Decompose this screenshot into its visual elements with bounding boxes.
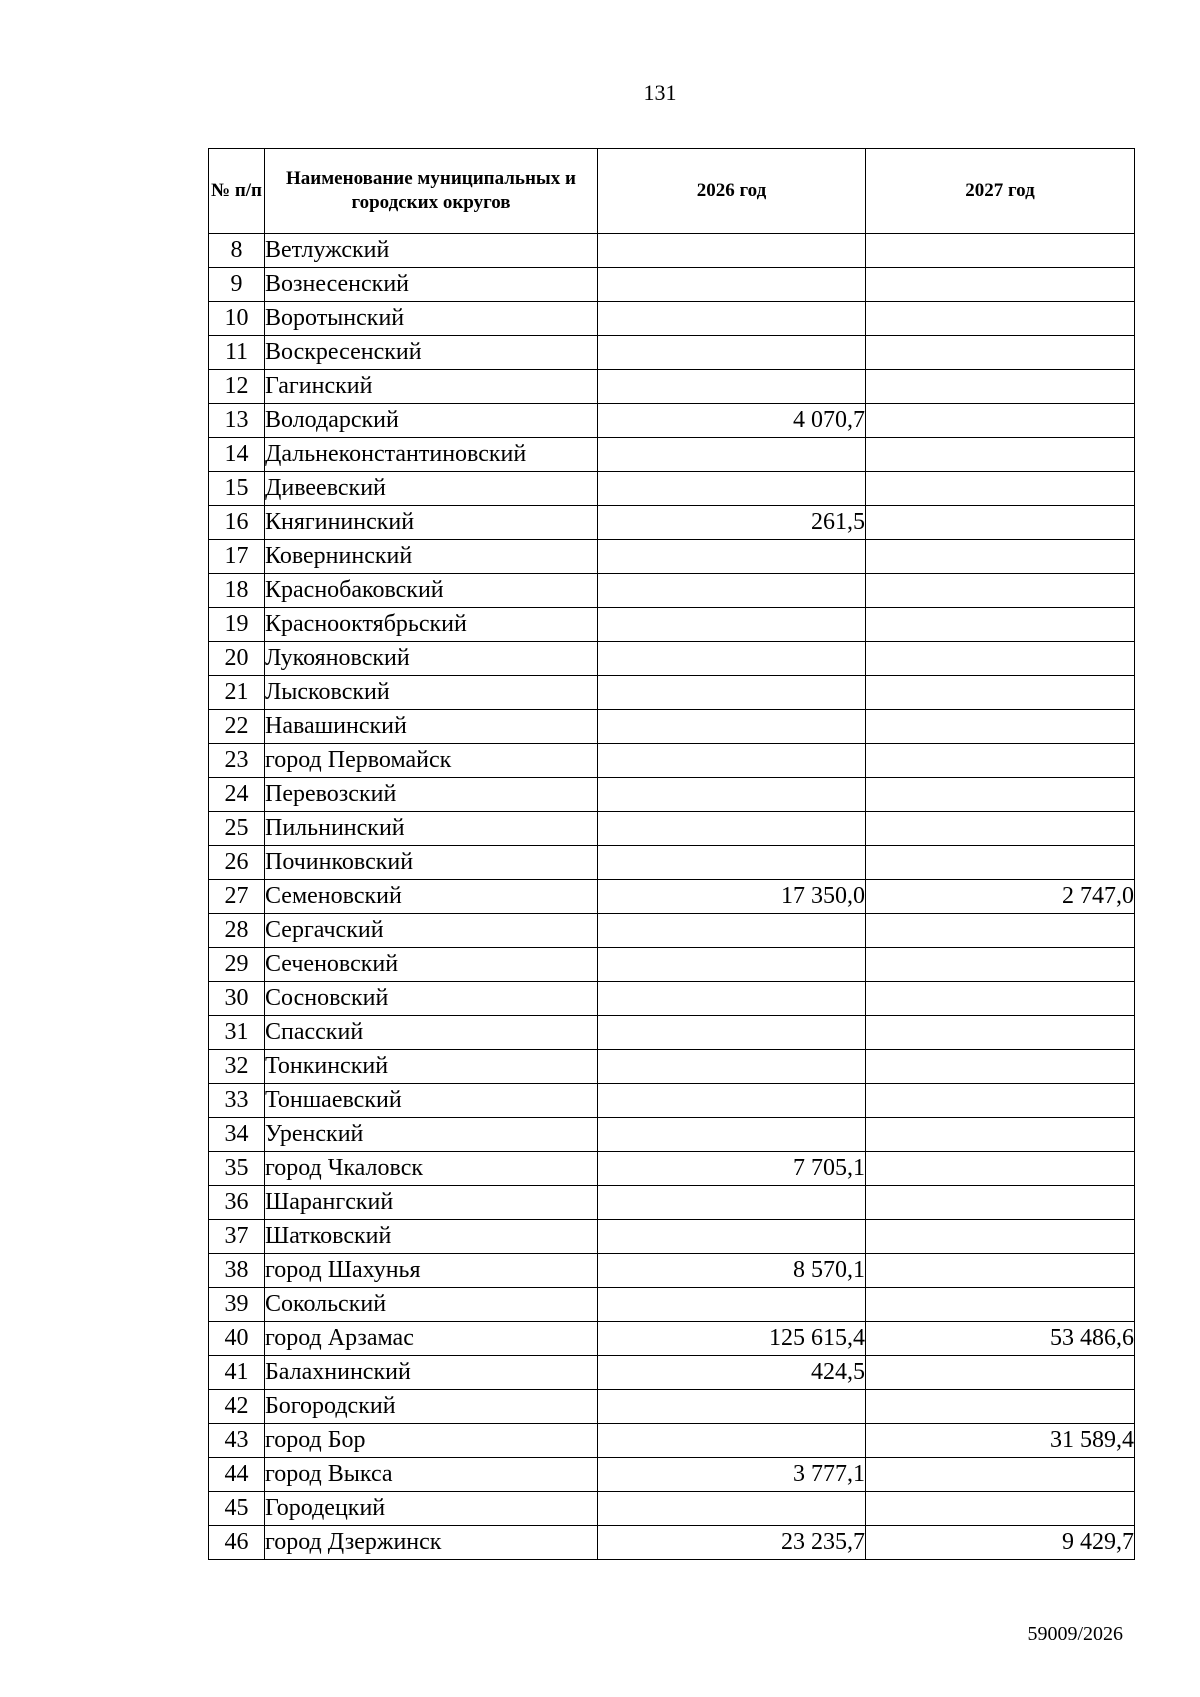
amount-2026-cell <box>598 608 866 642</box>
row-number-cell: 41 <box>209 1356 265 1390</box>
amount-2026-cell <box>598 1492 866 1526</box>
municipality-name-cell: Вознесенский <box>265 268 598 302</box>
table-row <box>209 1288 1135 1322</box>
municipality-name-cell: Пильнинский <box>265 812 598 846</box>
amount-2027-cell <box>866 1084 1135 1118</box>
table-body <box>209 234 1135 1560</box>
row-number-cell: 18 <box>209 574 265 608</box>
amount-2026-cell <box>598 1050 866 1084</box>
amount-2027-cell <box>866 370 1135 404</box>
row-number-cell: 8 <box>209 234 265 268</box>
amount-2027-cell <box>866 234 1135 268</box>
amount-2026-cell <box>598 472 866 506</box>
municipality-name-cell: Шарангский <box>265 1186 598 1220</box>
amount-2026-cell <box>598 234 866 268</box>
table-row <box>209 710 1135 744</box>
table-row <box>209 1084 1135 1118</box>
row-number-cell: 20 <box>209 642 265 676</box>
municipality-name-cell: город Арзамас <box>265 1322 598 1356</box>
municipality-name-cell: Балахнинский <box>265 1356 598 1390</box>
amount-2026-cell <box>598 914 866 948</box>
row-number-cell: 10 <box>209 302 265 336</box>
amount-2026-cell <box>598 1220 866 1254</box>
municipality-name-cell: Сокольский <box>265 1288 598 1322</box>
header-year-2026: 2026 год <box>598 149 866 234</box>
amount-2026-cell: 261,5 <box>598 506 866 540</box>
amount-2026-cell <box>598 1390 866 1424</box>
row-number-cell: 44 <box>209 1458 265 1492</box>
header-year-2027: 2027 год <box>866 149 1135 234</box>
row-number-cell: 12 <box>209 370 265 404</box>
municipality-name-cell: город Чкаловск <box>265 1152 598 1186</box>
amount-2026-cell <box>598 1186 866 1220</box>
amount-2027-cell <box>866 1016 1135 1050</box>
municipality-name-cell: Краснооктябрьский <box>265 608 598 642</box>
municipality-name-cell: Воскресенский <box>265 336 598 370</box>
amount-2026-cell <box>598 982 866 1016</box>
amount-2027-cell <box>866 1220 1135 1254</box>
municipality-name-cell: город Шахунья <box>265 1254 598 1288</box>
table-header-row <box>209 149 1135 234</box>
amount-2026-cell <box>598 1424 866 1458</box>
table-row <box>209 1152 1135 1186</box>
amount-2027-cell <box>866 812 1135 846</box>
row-number-cell: 26 <box>209 846 265 880</box>
table-row <box>209 302 1135 336</box>
amount-2027-cell <box>866 914 1135 948</box>
municipality-name-cell: Тоншаевский <box>265 1084 598 1118</box>
row-number-cell: 27 <box>209 880 265 914</box>
table-row <box>209 1492 1135 1526</box>
amount-2026-cell <box>598 744 866 778</box>
table-row <box>209 506 1135 540</box>
table-row <box>209 574 1135 608</box>
row-number-cell: 14 <box>209 438 265 472</box>
table-row <box>209 234 1135 268</box>
municipality-name-cell: Воротынский <box>265 302 598 336</box>
amount-2027-cell: 2 747,0 <box>866 880 1135 914</box>
amount-2026-cell: 4 070,7 <box>598 404 866 438</box>
amount-2027-cell <box>866 1118 1135 1152</box>
municipality-name-cell: Гагинский <box>265 370 598 404</box>
amount-2027-cell: 31 589,4 <box>866 1424 1135 1458</box>
municipality-name-cell: Сосновский <box>265 982 598 1016</box>
table-row <box>209 676 1135 710</box>
row-number-cell: 37 <box>209 1220 265 1254</box>
amount-2026-cell <box>598 710 866 744</box>
amount-2026-cell <box>598 1288 866 1322</box>
municipality-name-cell: город Выкса <box>265 1458 598 1492</box>
row-number-cell: 25 <box>209 812 265 846</box>
amount-2027-cell <box>866 846 1135 880</box>
row-number-cell: 31 <box>209 1016 265 1050</box>
row-number-cell: 28 <box>209 914 265 948</box>
municipality-name-cell: Шатковский <box>265 1220 598 1254</box>
table-row <box>209 1526 1135 1560</box>
row-number-cell: 33 <box>209 1084 265 1118</box>
row-number-cell: 21 <box>209 676 265 710</box>
table-row <box>209 1050 1135 1084</box>
municipality-name-cell: Починковский <box>265 846 598 880</box>
table-row <box>209 1186 1135 1220</box>
amount-2026-cell <box>598 1016 866 1050</box>
amount-2027-cell <box>866 1458 1135 1492</box>
amount-2026-cell <box>598 540 866 574</box>
row-number-cell: 34 <box>209 1118 265 1152</box>
amount-2026-cell <box>598 1084 866 1118</box>
amount-2026-cell <box>598 438 866 472</box>
amount-2026-cell <box>598 370 866 404</box>
row-number-cell: 35 <box>209 1152 265 1186</box>
row-number-cell: 38 <box>209 1254 265 1288</box>
amount-2026-cell <box>598 948 866 982</box>
row-number-cell: 13 <box>209 404 265 438</box>
row-number-cell: 16 <box>209 506 265 540</box>
amount-2027-cell <box>866 1152 1135 1186</box>
table-row <box>209 1458 1135 1492</box>
row-number-cell: 36 <box>209 1186 265 1220</box>
municipality-name-cell: город Дзержинск <box>265 1526 598 1560</box>
municipality-name-cell: Сергачский <box>265 914 598 948</box>
table-header <box>209 149 1135 234</box>
amount-2026-cell <box>598 846 866 880</box>
amount-2026-cell <box>598 1118 866 1152</box>
amount-2027-cell <box>866 1050 1135 1084</box>
table-row <box>209 1016 1135 1050</box>
amount-2027-cell <box>866 438 1135 472</box>
amount-2027-cell: 53 486,6 <box>866 1322 1135 1356</box>
row-number-cell: 40 <box>209 1322 265 1356</box>
municipality-name-cell: Княгининский <box>265 506 598 540</box>
amount-2027-cell <box>866 1288 1135 1322</box>
amount-2027-cell: 9 429,7 <box>866 1526 1135 1560</box>
amount-2026-cell: 8 570,1 <box>598 1254 866 1288</box>
table-row <box>209 778 1135 812</box>
municipality-name-cell: Дивеевский <box>265 472 598 506</box>
row-number-cell: 29 <box>209 948 265 982</box>
amount-2027-cell <box>866 404 1135 438</box>
municipality-name-cell: Перевозский <box>265 778 598 812</box>
row-number-cell: 46 <box>209 1526 265 1560</box>
amount-2027-cell <box>866 540 1135 574</box>
table-row <box>209 1356 1135 1390</box>
table-row <box>209 1220 1135 1254</box>
amount-2026-cell <box>598 642 866 676</box>
amount-2027-cell <box>866 982 1135 1016</box>
row-number-cell: 23 <box>209 744 265 778</box>
amount-2027-cell <box>866 1186 1135 1220</box>
amount-2026-cell <box>598 676 866 710</box>
municipality-name-cell: Тонкинский <box>265 1050 598 1084</box>
document-code: 59009/2026 <box>1027 1623 1123 1645</box>
table-row <box>209 948 1135 982</box>
table-row <box>209 370 1135 404</box>
municipality-name-cell: город Первомайск <box>265 744 598 778</box>
amount-2027-cell <box>866 744 1135 778</box>
amount-2027-cell <box>866 1254 1135 1288</box>
table-row <box>209 744 1135 778</box>
municipality-name-cell: Спасский <box>265 1016 598 1050</box>
table-row <box>209 1390 1135 1424</box>
row-number-cell: 22 <box>209 710 265 744</box>
municipality-name-cell: Ковернинский <box>265 540 598 574</box>
header-number: № п/п <box>209 149 265 234</box>
header-municipality-name: Наименование муниципальных и городских округов <box>265 149 598 234</box>
amount-2027-cell <box>866 472 1135 506</box>
amount-2027-cell <box>866 608 1135 642</box>
table-row <box>209 540 1135 574</box>
table-row <box>209 880 1135 914</box>
municipality-name-cell: Володарский <box>265 404 598 438</box>
table-row <box>209 404 1135 438</box>
amount-2026-cell <box>598 336 866 370</box>
amount-2026-cell <box>598 812 866 846</box>
municipality-name-cell: Дальнеконстантиновский <box>265 438 598 472</box>
table-row <box>209 438 1135 472</box>
row-number-cell: 30 <box>209 982 265 1016</box>
amount-2026-cell: 125 615,4 <box>598 1322 866 1356</box>
table-row <box>209 812 1135 846</box>
table-row <box>209 982 1135 1016</box>
amount-2027-cell <box>866 302 1135 336</box>
amount-2026-cell <box>598 778 866 812</box>
row-number-cell: 45 <box>209 1492 265 1526</box>
row-number-cell: 17 <box>209 540 265 574</box>
table-row <box>209 1118 1135 1152</box>
amount-2027-cell <box>866 574 1135 608</box>
amount-2027-cell <box>866 336 1135 370</box>
municipality-name-cell: Лысковский <box>265 676 598 710</box>
amount-2026-cell <box>598 574 866 608</box>
amount-2027-cell <box>866 778 1135 812</box>
amount-2026-cell: 3 777,1 <box>598 1458 866 1492</box>
row-number-cell: 24 <box>209 778 265 812</box>
row-number-cell: 19 <box>209 608 265 642</box>
municipality-name-cell: Навашинский <box>265 710 598 744</box>
amount-2027-cell <box>866 676 1135 710</box>
municipality-name-cell: Семеновский <box>265 880 598 914</box>
row-number-cell: 39 <box>209 1288 265 1322</box>
table-row <box>209 914 1135 948</box>
amount-2026-cell: 7 705,1 <box>598 1152 866 1186</box>
amount-2026-cell: 424,5 <box>598 1356 866 1390</box>
amount-2027-cell <box>866 710 1135 744</box>
row-number-cell: 11 <box>209 336 265 370</box>
municipality-name-cell: Ветлужский <box>265 234 598 268</box>
table-row <box>209 608 1135 642</box>
row-number-cell: 42 <box>209 1390 265 1424</box>
table-row <box>209 1254 1135 1288</box>
municipality-name-cell: Сеченовский <box>265 948 598 982</box>
municipality-name-cell: Уренский <box>265 1118 598 1152</box>
municipality-name-cell: Лукояновский <box>265 642 598 676</box>
amount-2027-cell <box>866 1356 1135 1390</box>
budget-table <box>208 148 1135 1560</box>
row-number-cell: 32 <box>209 1050 265 1084</box>
amount-2026-cell: 17 350,0 <box>598 880 866 914</box>
amount-2027-cell <box>866 268 1135 302</box>
table-row <box>209 846 1135 880</box>
row-number-cell: 9 <box>209 268 265 302</box>
amount-2027-cell <box>866 506 1135 540</box>
amount-2026-cell <box>598 302 866 336</box>
amount-2026-cell: 23 235,7 <box>598 1526 866 1560</box>
table-row <box>209 268 1135 302</box>
table-row <box>209 472 1135 506</box>
table-row <box>209 642 1135 676</box>
amount-2027-cell <box>866 642 1135 676</box>
table-row <box>209 1424 1135 1458</box>
municipality-name-cell: Богородский <box>265 1390 598 1424</box>
amount-2027-cell <box>866 948 1135 982</box>
row-number-cell: 43 <box>209 1424 265 1458</box>
page-number: 131 <box>643 80 677 105</box>
municipality-name-cell: Городецкий <box>265 1492 598 1526</box>
table-row <box>209 336 1135 370</box>
municipality-name-cell: город Бор <box>265 1424 598 1458</box>
amount-2027-cell <box>866 1390 1135 1424</box>
amount-2026-cell <box>598 268 866 302</box>
amount-2027-cell <box>866 1492 1135 1526</box>
table-row <box>209 1322 1135 1356</box>
municipality-name-cell: Краснобаковский <box>265 574 598 608</box>
row-number-cell: 15 <box>209 472 265 506</box>
